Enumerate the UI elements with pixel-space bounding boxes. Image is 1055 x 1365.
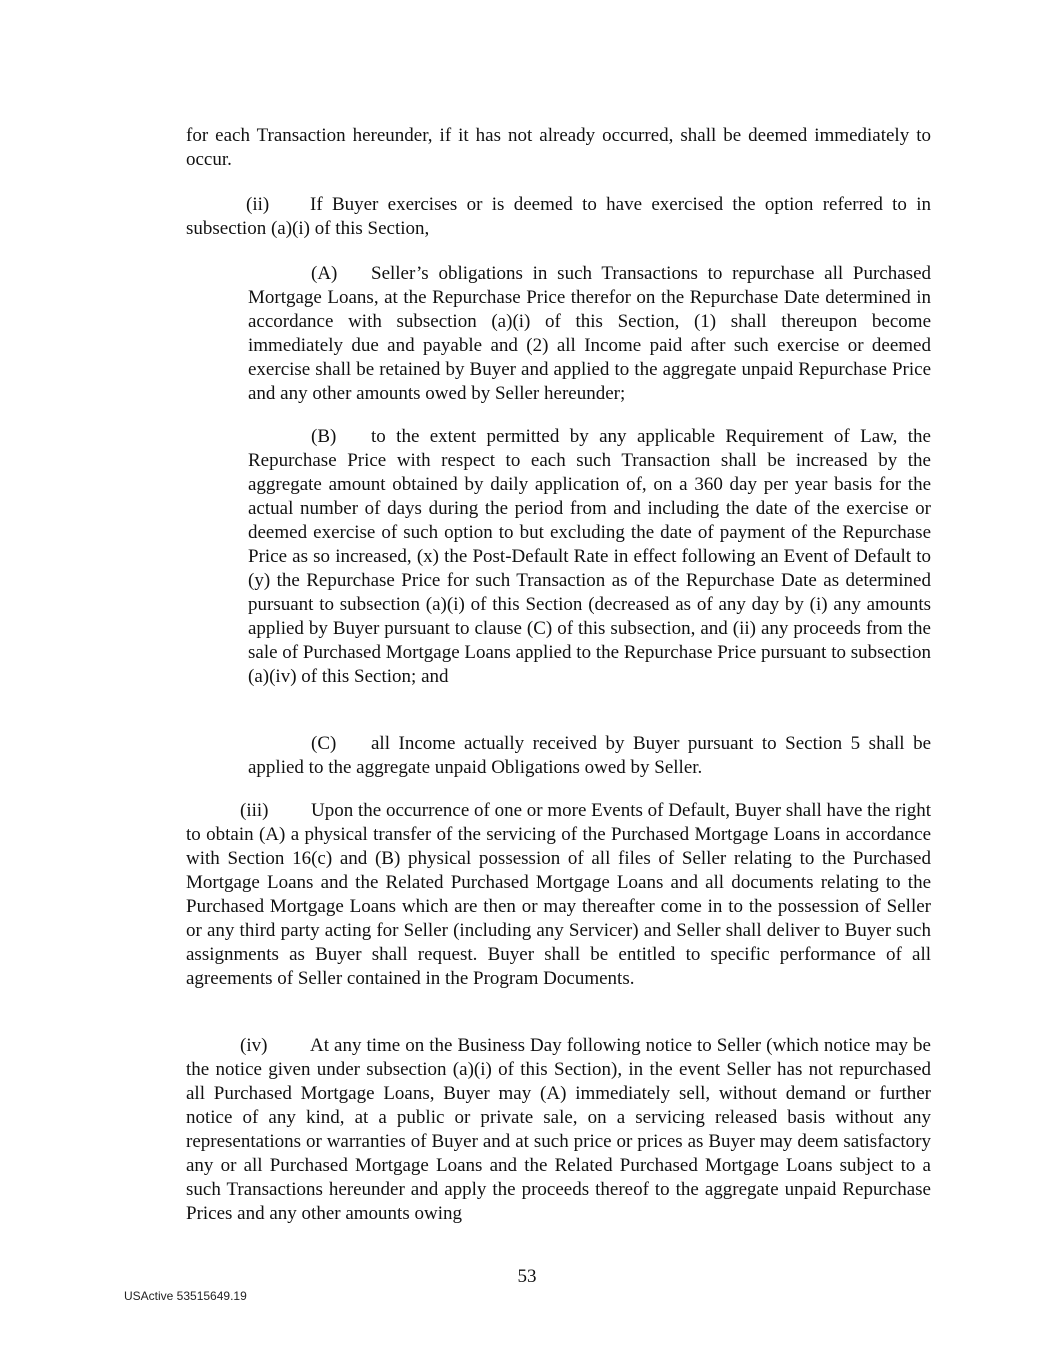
paragraph-iii <box>186 799 931 991</box>
paragraph-text: Upon the occurrence of one or more Events of Default, Buyer shall have the right to obtain (A) a physical transfer of the servicing of the Purchased Mortgage Loans in accordance with Section 16(c) and (B) physical possession of all files of Seller relating to the Purchased Mortgage Loans and the Related Purchased Mortgage Loans and all documents relating to the Purchased Mortgage Loans which are then or may thereafter come in to the possession of Seller or any third party acting for Seller (including any Servicer) and Seller shall deliver to Buyer such assignments as Buyer shall request. Buyer shall be entitled to specific performance of all agreements of Seller contained in the Program Documents. <box>186 800 931 989</box>
paragraph-number: (ii) <box>246 194 270 215</box>
paragraph-ii <box>186 193 931 241</box>
paragraph-text: for each Transaction hereunder, if it has not already occurred, shall be deemed immediately to occur. <box>186 125 931 170</box>
subparagraph-b <box>248 425 931 689</box>
paragraph-iv <box>186 1034 931 1226</box>
paragraph-text: all Income actually received by Buyer pursuant to Section 5 shall be applied to the aggregate unpaid Obligations owed by Seller. <box>248 733 931 778</box>
page-number: 53 <box>517 1266 537 1287</box>
paragraph-text: Seller’s obligations in such Transactions to repurchase all Purchased Mortgage Loans, at the Repurchase Price therefor on the Repurchase Date determined in accordance with subsection (a)(i) of this Section, (1) shall thereupon become immediately due and payable and (2) all Income paid after such exercise or deemed exercise shall be retained by Buyer and applied to the aggregate unpaid Repurchase Price and any other amounts owed by Seller hereunder; <box>248 263 931 404</box>
subparagraph-c <box>248 732 931 780</box>
paragraph-number: (A) <box>311 263 338 284</box>
paragraph-text: to the extent permitted by any applicable Requirement of Law, the Repurchase Price with respect to each such Transaction shall be increased by the aggregate amount obtained by daily application of, on a 360 day per year basis for the actual number of days during the period from and including the date of the exercise or deemed exercise of such option to but excluding the date of payment of the Repurchase Price as so increased, (x) the Post-Default Rate in effect following an Event of Default to (y) the Repurchase Price for such Transaction as of the Repurchase Date as determined pursuant to subsection (a)(i) of this Section (decreased as of any day by (i) any amounts applied by Buyer pursuant to clause (C) of this subsection, and (ii) any proceeds from the sale of Purchased Mortgage Loans applied to the Repurchase Price pursuant to subsection (a)(iv) of this Section; and <box>248 426 931 687</box>
paragraph-continuation <box>186 124 931 172</box>
paragraph-number: (C) <box>311 733 337 754</box>
subparagraph-a <box>248 262 931 406</box>
paragraph-text: If Buyer exercises or is deemed to have exercised the option referred to in subsection (a)(i) of this Section, <box>186 194 931 239</box>
paragraph-number: (B) <box>311 426 337 447</box>
paragraph-number: (iv) <box>240 1035 268 1056</box>
paragraph-text: At any time on the Business Day following notice to Seller (which notice may be the notice given under subsection (a)(i) of this Section), in the event Seller has not repurchased all Purchased Mortgage Loans, Buyer may (A) immediately sell, without demand or further notice of any kind, at a public or private sale, on a servicing released basis without any representations or warranties of Buyer and at such price or prices as Buyer may deem satisfactory any or all Purchased Mortgage Loans and the Related Purchased Mortgage Loans subject to a such Transactions hereunder and apply the proceeds thereof to the aggregate unpaid Repurchase Prices and any other amounts owing <box>186 1035 931 1224</box>
paragraph-number: (iii) <box>240 800 269 821</box>
document-footer-id: USActive 53515649.19 <box>124 1289 247 1303</box>
